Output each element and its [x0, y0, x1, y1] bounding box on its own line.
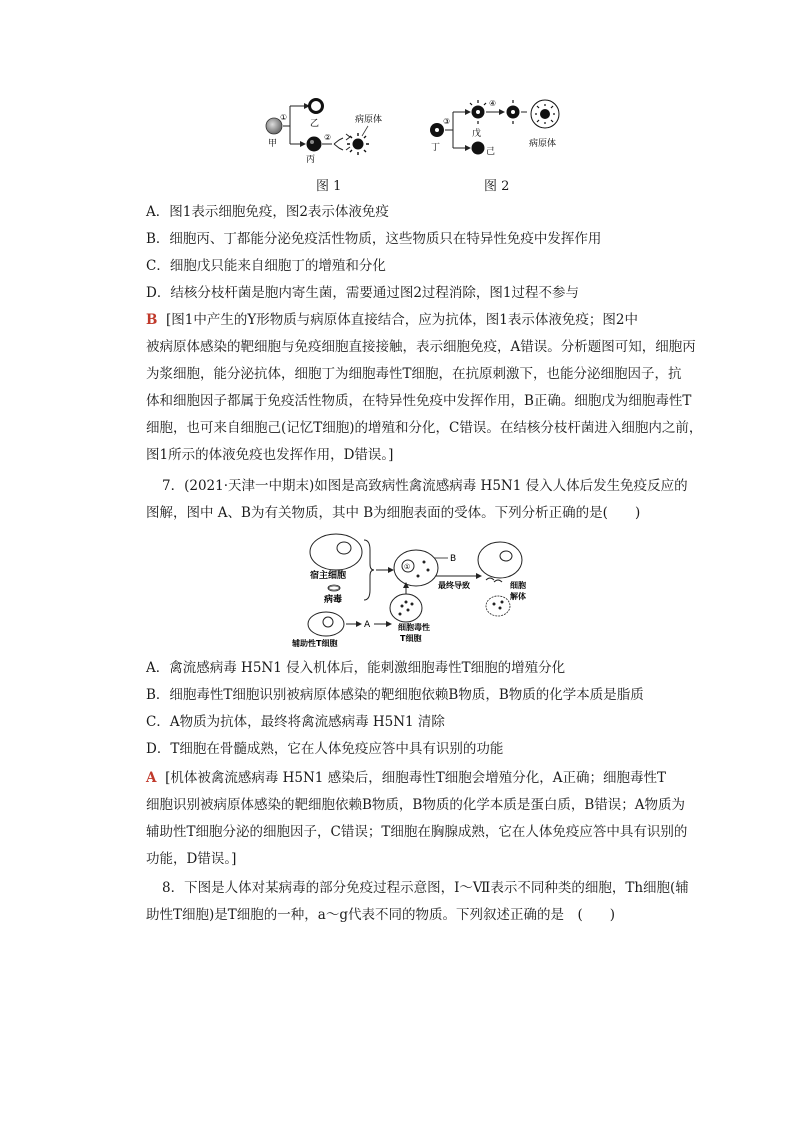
q7-stem-line-2: 图解，图中 A、B为有关物质，其中 B为细胞表面的受体。下列分析正确的是( ) [146, 505, 641, 521]
cell-ji [472, 142, 485, 155]
q6-option-b: B．细胞丙、丁都能分泌免疫活性物质，这些物质只在特异性免疫中发挥作用 [146, 231, 602, 247]
fig-b-label: B [450, 554, 457, 564]
q6-explanation-line-6: 图1所示的体液免疫也发挥作用，D错误。] [146, 447, 394, 463]
cell-yi [310, 100, 323, 113]
fig-host-label: 宿主细胞 [310, 571, 347, 581]
q6-explanation-line-5: 细胞，也可来自细胞己(记忆T细胞)的增殖和分化，C错误。在结核分枝杆菌进入细胞内之前， [146, 420, 703, 436]
host-cell [310, 534, 362, 570]
q7-exp-1: [机体被禽流感病毒 H5N1 感染后，细胞毒性T细胞会增殖分化，A正确；细胞毒性T [165, 770, 666, 786]
figure-2 [425, 98, 565, 168]
fig1-label-bing: 丙 [306, 155, 316, 165]
fig1-label-pathogen: 病原体 [355, 115, 383, 125]
q7-explanation-line-1 [146, 768, 666, 788]
q6-answer: B [146, 312, 158, 328]
q8-stem-line-2: 助性T细胞)是T细胞的一种，a～g代表不同的物质。下列叙述正确的是 ( ) [146, 907, 615, 923]
fig-ctl-label-1: 细胞毒性 [398, 623, 430, 632]
figure-q7 [288, 530, 538, 650]
q6-exp-1: [图1中产生的Y形物质与病原体直接结合，应为抗体，图1表示体液免疫；图2中 [166, 312, 638, 328]
fig-a-label: A [364, 620, 371, 630]
q6-option-a: A．图1表示细胞免疫，图2表示体液免疫 [146, 204, 389, 220]
q7-option-d: D．T细胞在骨髓成熟，它在人体免疫应答中具有识别的功能 [146, 741, 504, 757]
lysing-cell [478, 542, 522, 578]
q7-option-a: A．禽流感病毒 H5N1 侵入机体后，能刺激细胞毒性T细胞的增殖分化 [146, 660, 566, 676]
q7-option-b: B．细胞毒性T细胞识别被病原体感染的靶细胞依赖B物质，B物质的化学本质是脂质 [146, 687, 644, 703]
fig-ctl-label-2: T细胞 [400, 634, 422, 643]
q7-explanation-line-4: 功能，D错误。] [146, 851, 237, 867]
fig2-label-pathogen: 病原体 [529, 139, 557, 149]
virus-icon [328, 585, 340, 591]
q8-stem-line-1: 8．下图是人体对某病毒的部分免疫过程示意图，Ⅰ～Ⅶ表示不同种类的细胞，Th细胞(辅 [162, 880, 689, 896]
fig1-label-yi: 乙 [310, 119, 320, 129]
fig2-label-wu: 戊 [472, 129, 482, 139]
infected-cell [394, 550, 438, 586]
fig2-label-ding: 丁 [431, 143, 441, 153]
q6-option-c: C．细胞戊只能来自细胞丁的增殖和分化 [146, 258, 386, 274]
cell-bing [307, 137, 322, 152]
figure-1 [258, 98, 398, 168]
q6-explanation-line-3: 为浆细胞，能分泌抗体，细胞丁为细胞毒性T细胞，在抗原刺激下，也能分泌细胞因子，抗 [146, 366, 682, 382]
fig-circ1: ① [404, 563, 411, 571]
q7-answer: A [146, 770, 157, 786]
ctl-cell [390, 594, 422, 622]
fig1-step1: ① [280, 113, 288, 122]
fig2-label-ji: 己 [486, 147, 496, 157]
fig-lysis-label-1: 细胞 [510, 581, 526, 590]
fig-virus-label: 病毒 [324, 595, 343, 605]
fig1-step2: ② [324, 133, 332, 142]
fig2-caption: 图 2 [484, 179, 510, 194]
fig2-step3: ③ [443, 117, 451, 126]
fig1-label-jia: 甲 [268, 139, 278, 149]
fig-lysis-label-2: 解体 [510, 592, 526, 601]
pathogen-icon [347, 133, 369, 155]
fig2-step4: ④ [489, 99, 497, 108]
q7-option-c: C．A物质为抗体，最终将禽流感病毒 H5N1 清除 [146, 714, 445, 730]
fig-result-label: 最终导致 [438, 581, 470, 590]
fig1-caption: 图 1 [316, 179, 342, 194]
q6-explanation-line-2: 被病原体感染的靶细胞与免疫细胞直接接触，表示细胞免疫，A错误。分析题图可知，细胞丙 [146, 339, 696, 355]
q7-explanation-line-2: 细胞识别被病原体感染的靶细胞依赖B物质，B物质的化学本质是蛋白质，B错误；A物质为 [146, 797, 686, 813]
fig-th-label: 辅助性T细胞 [292, 639, 338, 648]
q6-explanation-line-1 [146, 310, 638, 330]
q7-stem-line-1: 7．(2021·天津一中期末)如图是高致病性禽流感病毒 H5N1 侵入人体后发生免疫反应的 [162, 478, 688, 494]
q6-explanation-line-4: 体和细胞因子都属于免疫活性物质，在特异性免疫中发挥作用，B正确。细胞戊为细胞毒性T [146, 393, 692, 409]
q7-explanation-line-3: 辅助性T细胞分泌的细胞因子，C错误；T细胞在胸腺成熟，它在人体免疫应答中具有识别的 [146, 824, 688, 840]
q6-option-d: D．结核分枝杆菌是胞内寄生菌，需要通过图2过程消除，图1过程不参与 [146, 285, 580, 301]
